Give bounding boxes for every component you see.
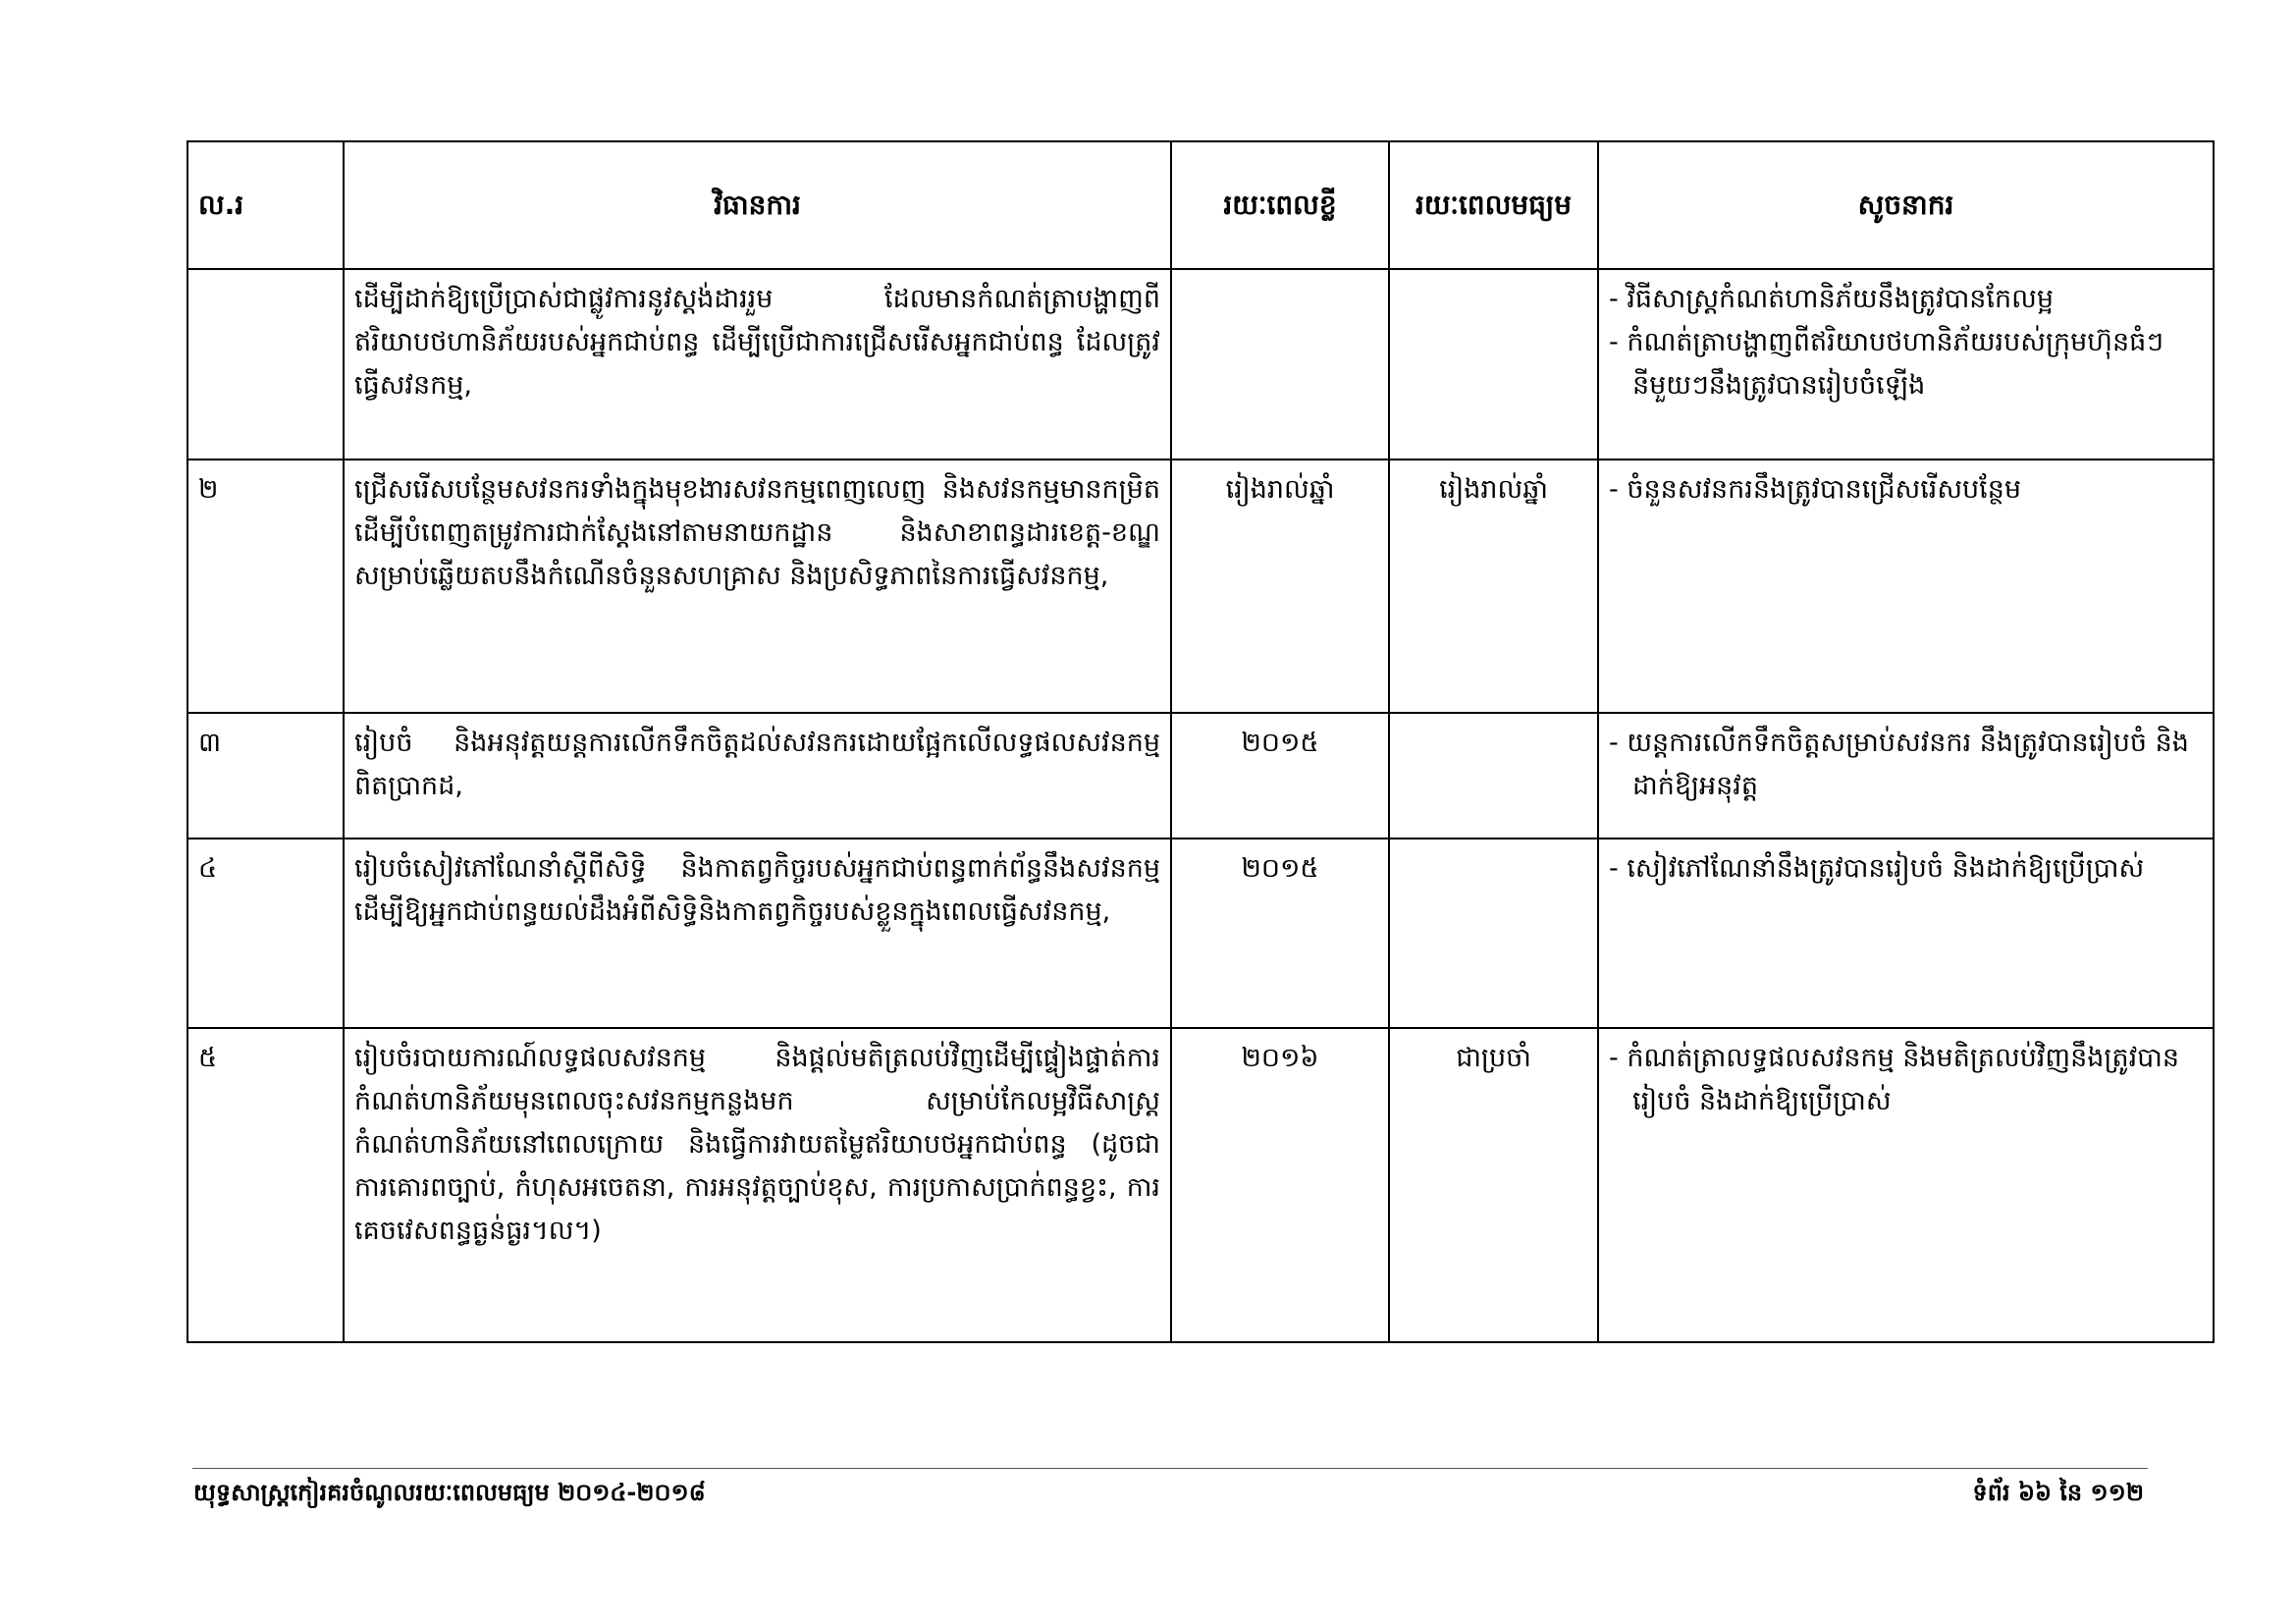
header-no: ល.រ [187,141,344,269]
indicator-item: - យន្តការលើកទឹកចិត្តសម្រាប់សវនករ នឹងត្រូវបានរៀបចំ និងដាក់ឱ្យអនុវត្ត [1609,728,2189,801]
indicator-item: - កំណត់ត្រាលទ្ធផលសវនកម្ម និងមតិត្រលប់វិញនឹងត្រូវបានរៀបចំ និងដាក់ឱ្យប្រើប្រាស់ [1609,1043,2180,1116]
cell-indicator [1598,713,2214,839]
cell-medium-term [1389,839,1598,1028]
header-short-term: រយៈពេលខ្លី [1171,141,1389,269]
cell-no: ៣ [187,713,344,839]
footer-page-number: ទំព័រ ៦៦ នៃ ១១២ [1972,1479,2144,1506]
cell-short-term [1171,269,1389,460]
table-row [187,713,2214,839]
cell-medium-term: រៀងរាល់ឆ្នាំ [1389,460,1598,713]
indicator-item: - វិធីសាស្ត្រកំណត់ហានិភ័យនឹងត្រូវបានកែលម្អ [1609,284,2054,314]
cell-action: រៀបចំ និងអនុវត្តយន្តការលើកទឹកចិត្តដល់សវនករដោយផ្អែកលើលទ្ធផលសវនកម្មពិតប្រាកដ, [344,713,1171,839]
header-indicator: សូចនាករ [1598,141,2214,269]
cell-no: ៥ [187,1028,344,1342]
header-action: វិធានការ [344,141,1171,269]
indicator-item: - កំណត់ត្រាបង្ហាញពីឥរិយាបថហានិភ័យរបស់ក្រុមហ៊ុនធំៗនីមួយៗនឹងត្រូវបានរៀបចំឡើង [1609,327,2164,401]
table-header-row [187,141,2214,269]
cell-short-term: រៀងរាល់ឆ្នាំ [1171,460,1389,713]
table-row [187,460,2214,713]
cell-action: ដើម្បីដាក់ឱ្យប្រើប្រាស់ជាផ្លូវការនូវស្តង់ដាររួម ដែលមានកំណត់ត្រាបង្ហាញពីឥរិយាបថហានិភ័យរបស់អ្នកជាប់ពន្ធ ដើម្បីប្រើជាការជ្រើសរើសអ្នកជាប់ពន្ធ ដែលត្រូវធ្វើសវនកម្ម, [344,269,1171,460]
cell-short-term: ២០១៥ [1171,713,1389,839]
cell-no [187,269,344,460]
cell-indicator [1598,1028,2214,1342]
cell-medium-term [1389,269,1598,460]
table-row [187,269,2214,460]
indicator-item: - ចំនួនសវនករនឹងត្រូវបានជ្រើសរើសបន្ថែម [1609,474,2022,505]
cell-no: ២ [187,460,344,713]
cell-short-term: ២០១៦ [1171,1028,1389,1342]
table-row [187,1028,2214,1342]
indicator-item: - សៀវភៅណែនាំនឹងត្រូវបានរៀបចំ និងដាក់ឱ្យប្រើប្រាស់ [1609,853,2145,884]
cell-short-term: ២០១៥ [1171,839,1389,1028]
action-plan-table [187,140,2215,1343]
cell-medium-term [1389,713,1598,839]
cell-indicator [1598,269,2214,460]
footer-divider [192,1468,2148,1469]
cell-action: ជ្រើសរើសបន្ថែមសវនករទាំងក្នុងមុខងារសវនកម្មពេញលេញ និងសវនកម្មមានកម្រិត ដើម្បីបំពេញតម្រូវការជាក់ស្តែងនៅតាមនាយកដ្ឋាន និងសាខាពន្ធដារខេត្ត-ខណ្ឌ សម្រាប់ឆ្លើយតបនឹងកំណើនចំនួនសហគ្រាស និងប្រសិទ្ធភាពនៃការធ្វើសវនកម្ម, [344,460,1171,713]
cell-no: ៤ [187,839,344,1028]
footer-document-title: យុទ្ធសាស្ត្រកៀរគរចំណូលរយៈពេលមធ្យម ២០១៤-២០១៨ [193,1479,706,1506]
cell-indicator [1598,839,2214,1028]
header-medium-term: រយៈពេលមធ្យម [1389,141,1598,269]
cell-medium-term: ជាប្រចាំ [1389,1028,1598,1342]
cell-action: រៀបចំសៀវភៅណែនាំស្តីពីសិទ្ធិ និងកាតព្វកិច្ចរបស់អ្នកជាប់ពន្ធពាក់ព័ន្ធនឹងសវនកម្ម ដើម្បីឱ្យអ្នកជាប់ពន្ធយល់ដឹងអំពីសិទ្ធិនិងកាតព្វកិច្ចរបស់ខ្លួនក្នុងពេលធ្វើសវនកម្ម, [344,839,1171,1028]
table-row [187,839,2214,1028]
cell-action: រៀបចំរបាយការណ៍លទ្ធផលសវនកម្ម និងផ្តល់មតិត្រលប់វិញដើម្បីផ្ទៀងផ្ទាត់ការកំណត់ហានិភ័យមុនពេលចុះសវនកម្មកន្លងមក សម្រាប់កែលម្អវិធីសាស្ត្រកំណត់ហានិភ័យនៅពេលក្រោយ និងធ្វើការវាយតម្លៃឥរិយាបថអ្នកជាប់ពន្ធ (ដូចជាការគោរពច្បាប់, កំហុសអចេតនា, ការអនុវត្តច្បាប់ខុស, ការប្រកាសប្រាក់ពន្ធខ្វះ, ការគេចវេសពន្ធធ្ងន់ធ្ងរ។ល។) [344,1028,1171,1342]
cell-indicator [1598,460,2214,713]
